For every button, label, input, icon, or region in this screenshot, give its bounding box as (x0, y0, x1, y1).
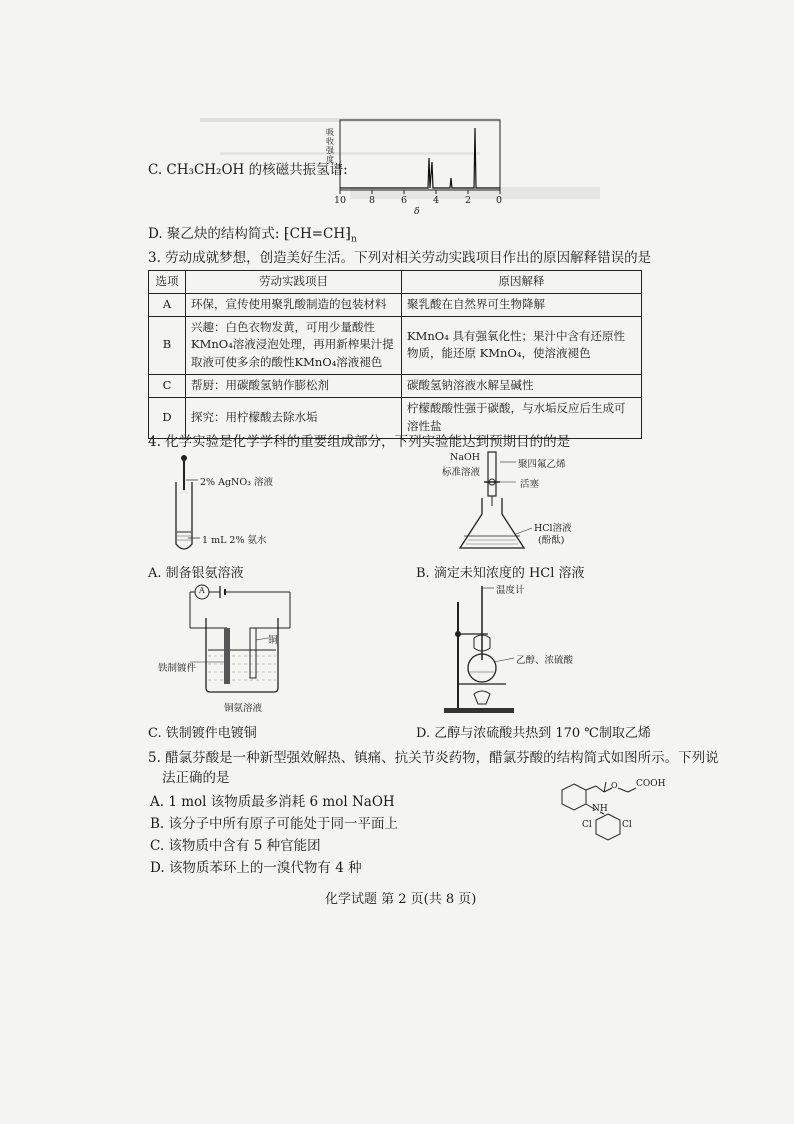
table-cell-project: 环保，宣传使用聚乳酸制造的包装材料 (186, 293, 402, 316)
label-hcl: HCl溶液 (534, 523, 572, 534)
caption-b: B. 滴定未知浓度的 HCl 溶液 (416, 566, 585, 581)
label-iron-piece: 铁制镀件 (158, 663, 197, 674)
q5-option-b: B. 该分子中所有原子可能处于同一平面上 (150, 816, 399, 832)
nmr-plot (326, 118, 506, 218)
table-cell-project: 帮厨：用碳酸氢钠作膨松剂 (186, 375, 402, 398)
structure-cooh: COOH (636, 779, 666, 789)
table-cell-project: 探究：用柠檬酸去除水垢 (186, 397, 402, 438)
table-cell-option: C (149, 375, 186, 398)
table-cell-project: 兴趣：白色衣物发黄，可用少量酸性KMnO₄溶液浸泡处理，再用新榨果汁提取液可使多余的酸性KMnO₄溶液褪色 (186, 316, 402, 374)
table-cell-reason: 聚乳酸在自然界可生物降解 (402, 293, 642, 316)
q5-stem-line2: 法正确的是 (162, 770, 230, 786)
q5-option-d: D. 该物质苯环上的一溴代物有 4 种 (150, 860, 362, 876)
caption-a: A. 制备银氨溶液 (148, 566, 244, 581)
caption-c: C. 铁制镀件电镀铜 (148, 726, 257, 741)
nmr-tick-4: 4 (433, 195, 440, 206)
table-cell-reason: KMnO₄ 具有强氧化性；果汁中含有还原性物质，能还原 KMnO₄，使溶液褪色 (402, 316, 642, 374)
table-row (149, 375, 642, 398)
item-d-formula: CH=CH (289, 226, 346, 242)
table-header: 原因解释 (402, 271, 642, 294)
caption-d: D. 乙醇与浓硫酸共热到 170 ℃制取乙烯 (416, 726, 651, 741)
table-cell-option: B (149, 316, 186, 374)
table-row (149, 316, 642, 374)
apparatus-d (430, 582, 610, 717)
q5-option-a: A. 1 mol 该物质最多消耗 6 mol NaOH (150, 794, 395, 810)
table-cell-option: A (149, 293, 186, 316)
q5-option-c: C. 该物质中含有 5 种官能团 (150, 838, 321, 854)
q5-stem-line1: 5. 醋氯芬酸是一种新型强效解热、镇痛、抗关节炎药物，醋氯芬酸的结构简式如图所示。下列说 (148, 750, 719, 766)
nmr-spectrum (326, 118, 506, 218)
item-d: D. 聚乙炔的结构简式: $⁅CH=CH⁆_n$ (148, 224, 357, 245)
table-header: 选项 (149, 271, 186, 294)
label-ptfe: 聚四氟乙烯 (518, 459, 566, 470)
table-header: 劳动实践项目 (186, 271, 402, 294)
table-cell-reason: 碳酸氢钠溶液水解呈碱性 (402, 375, 642, 398)
nmr-tick-2: 2 (465, 195, 472, 206)
ammeter-label: A (199, 586, 205, 595)
q3-table (148, 270, 642, 439)
structure-cl-left: Cl (582, 820, 592, 830)
label-agno3: 2% AgNO₃ 溶液 (200, 477, 273, 488)
q3-stem: 3. 劳动成就梦想，创造美好生活。下列对相关劳动实践项目作出的原因解释错误的是 (148, 250, 652, 266)
page-footer: 化学试题 第 2 页(共 8 页) (325, 892, 477, 907)
structure-cl-right: Cl (622, 820, 632, 830)
table-cell-option: D (149, 397, 186, 438)
label-standard: 标准溶液 (442, 467, 481, 478)
label-copper: 铜 (268, 635, 278, 646)
apparatus-a (150, 452, 300, 557)
aceclofenac-structure (552, 776, 666, 844)
structure-o: O (611, 781, 618, 790)
item-c-text: C. CH₃CH₂OH 的核磁共振氢谱: (148, 162, 348, 178)
nmr-x-label: δ (414, 206, 420, 217)
table-cell-reason: 柠檬酸酸性强于碳酸，与水垢反应后生成可溶性盐 (402, 397, 642, 438)
label-phenolphthalein: (酚酞) (538, 535, 565, 546)
nmr-y-label: 吸收强度 (326, 128, 334, 164)
label-thermometer: 温度计 (496, 585, 525, 596)
label-ammonia: 1 mL 2% 氨水 (202, 535, 267, 546)
apparatus-b (420, 448, 600, 558)
nmr-tick-8: 8 (369, 195, 376, 206)
structure-nh: NH (592, 804, 608, 814)
label-ethanol-acid: 乙醇、浓硫酸 (516, 655, 574, 666)
nmr-tick-10: 10 (334, 195, 347, 206)
label-naoh: NaOH (450, 452, 481, 463)
nmr-tick-0: 0 (496, 195, 503, 206)
label-stopcock: 活塞 (520, 479, 540, 490)
nmr-tick-6: 6 (401, 195, 408, 206)
table-header-row (149, 271, 642, 294)
ethylene-diagram (430, 582, 610, 717)
electroplating-diagram (150, 580, 310, 715)
table-row (149, 293, 642, 316)
item-d-text: D. 聚乙炔的结构简式: (148, 226, 284, 242)
apparatus-c (150, 580, 310, 715)
label-copper-ammonia: 铜氨溶液 (224, 703, 263, 714)
q4-stem: 4. 化学实验是化学学科的重要组成部分，下列实验能达到预期目的的是 (148, 434, 571, 450)
